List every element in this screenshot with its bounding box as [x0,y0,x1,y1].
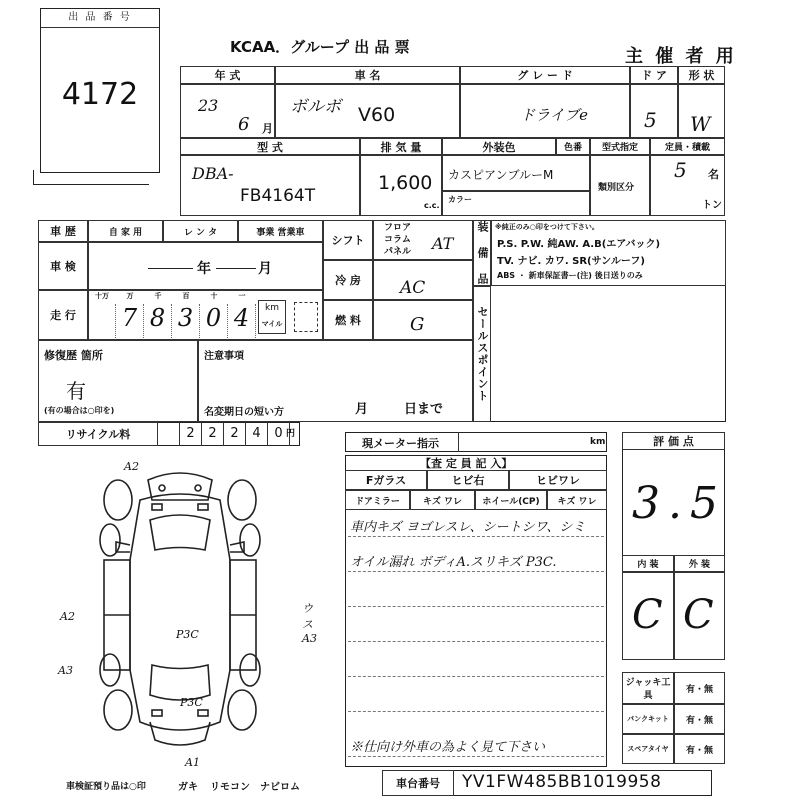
spare-label: スペアタイヤ [622,734,674,764]
inspector-header: 【査 定 員 記 入】 [420,457,513,470]
comment-rule [348,536,604,537]
score-label: 評 価 点 [622,432,725,450]
equipment-line-2: TV. ナビ. カワ. SR(サンルーフ) [497,256,645,267]
exterior-score: C [683,592,714,638]
lot-bracket [33,170,149,185]
mark-p3c-body: P3C [176,628,199,641]
fglass-label: Fガラス [345,470,427,490]
comment-rule [348,756,604,757]
shaken-label: 車 検 [38,242,88,290]
deadline-month: 月 [355,402,369,417]
repair-label: 修復歴 箇所 [44,349,103,362]
mark-a3-left: A3 [58,664,73,677]
shaken-month-unit: 月 [258,261,272,277]
shaken-year-unit: 年 [197,261,211,277]
capacity-unit: 名 [708,168,719,181]
mileage-unit-label: 万 [126,292,134,300]
aircon-label: 冷 房 [323,260,373,300]
displacement-label: 排 気 量 [360,138,442,155]
lot-number-box [40,8,160,173]
organizer-copy-label: 主 催 者 用 [625,46,737,67]
shift-floor: フロア [384,223,412,233]
wheel-value: キズ ワレ [547,490,607,510]
mileage-unit-label: 十万 [95,292,109,300]
grade-value: ドライブe [520,106,588,124]
type-label: 型 式 [180,138,360,155]
equipment-line-3: ABS ・ 新車保証書ー(注) 後日送りのみ [497,271,643,280]
mileage-digit: 3 [172,304,200,338]
fuel-value: G [410,314,425,335]
door-label: ド ア [630,66,678,84]
puncture-yesno: 有・無 [674,704,725,734]
color-number-label: 色番 [556,138,590,155]
mark-a2-top: A2 [124,460,139,473]
lot-number-label: 出 品 番 号 [41,9,159,28]
recycle-digit: 4 [246,422,268,446]
recycle-digit: 2 [180,422,202,446]
comment-line: 車内キズ ヨゴレスレ、シートシワ、シミ [350,520,586,535]
mileage-digit: 7 [116,304,144,338]
equipment-note: ※純正のみ○印をつけて下さい。 [495,223,599,231]
interior-label: 内 装 [622,555,674,572]
puncture-label: パンクキット [622,704,674,734]
month-unit: 月 [262,122,273,135]
mileage-digit: 4 [228,304,256,338]
type-designation-label: 型式指定 [590,138,650,155]
fglass-value-1: ヒビ右 [427,470,509,490]
ext-color-value: カスピアンブルーM [448,168,554,182]
recycle-digit: 0 [268,422,290,446]
mirror-value: キズ ワレ [410,490,475,510]
aircon-value: AC [400,278,426,298]
fglass-value-2: ヒビワレ [509,470,607,490]
mileage-label: 走 行 [38,290,88,340]
capacity-label: 定員・積載 [650,138,725,155]
mark-p3c-rear: P3C [180,696,203,709]
body-value: W [690,112,711,136]
year-cell [180,84,275,138]
shift-value: AT [432,234,454,253]
mileage-digit: 8 [144,304,172,338]
spare-yesno: 有・無 [674,734,725,764]
interior-score: C [632,592,663,638]
jack-label: ジャッキ工具 [622,672,674,704]
meter-unit: km [590,437,606,447]
shift-column: コラム [384,235,411,245]
ton-unit: トン [702,200,722,211]
mark-a2-left: A2 [60,610,75,623]
year-label: 年 式 [180,66,275,84]
year-value: 23 [198,96,219,115]
usage-private: 自 家 用 [88,220,163,242]
recycle-digit: 2 [202,422,224,446]
comment-line: ※仕向け外車の為よく見て下さい [350,740,546,755]
mileage-unit-label: 千 [154,292,162,300]
fuel-label: 燃 料 [323,300,373,340]
comment-rule [348,676,604,677]
cc-unit: c.c. [424,201,440,210]
equipment-label: 装 備 品 [473,220,491,286]
deadline-day: 日まで [404,402,444,417]
mileage-unit-label: 十 [210,292,218,300]
body-label: 形 状 [678,66,725,84]
comment-line: オイル漏れ ボディA.スリキズ P3C. [350,555,557,570]
displacement-value: 1,600 [378,172,433,194]
meter-divider [458,432,459,452]
type-prefix: DBA- [192,164,234,183]
repair-value: 有 [66,379,86,403]
comment-rule [348,606,604,607]
recycle-digit: 2 [224,422,246,446]
make-label: 車 名 [275,66,460,84]
score-value: 3.5 [632,478,726,529]
usage-label: 車 歴 [38,220,88,242]
shift-label: シフト [323,220,373,260]
lot-number: 4172 [61,77,139,112]
car-damage-diagram [80,460,320,765]
footer-key: ガキ [178,782,198,793]
chassis-number: YV1FW485BB1019958 [462,772,662,792]
footer-text: 車検証預り品は○印 [66,782,146,792]
footer-remote: リモコン [210,782,250,793]
repair-note: (有の場合は○印を) [44,406,115,415]
month-value: 6 [238,114,250,135]
footer-navi: ナビロム [260,782,300,793]
notes-label: 注意事項 [204,351,244,362]
mileage-km-box [258,300,286,334]
recycle-label: リサイクル料 [38,422,158,446]
wheel-label: ホイール(CP) [475,490,547,510]
mark-a1: A1 [185,756,200,769]
shaken-dash-2 [216,268,256,269]
equipment-line-1: P.S. P.W. 純AW. A.B(エアバック) [497,239,661,250]
jack-yesno: 有・無 [674,672,725,704]
mirror-label: ドアミラー [345,490,410,510]
recycle-digit [158,422,180,446]
meter-label: 現メーター指示 [362,437,439,450]
mark-a3-right: ウス A3 [302,602,317,645]
class-sub-label: 類別区分 [598,183,635,193]
comment-rule [348,641,604,642]
mile-checkbox[interactable] [294,302,318,332]
usage-business: 事業 営業車 [238,220,323,242]
mile-label: マイル [261,320,283,328]
comment-rule [348,711,604,712]
sales-point-label: セールスポイント [473,286,491,422]
ext-color-label: 外装色 [442,138,556,155]
deadline-label: 名変期日の短い方 [204,407,284,418]
recycle-unit: 円 [286,429,296,439]
shift-panel: パネル [384,247,412,257]
model-value: V60 [358,104,396,126]
exterior-label: 外 装 [674,555,725,572]
usage-rental: レ ン タ [163,220,238,242]
door-value: 5 [644,108,657,132]
color-sub-label: カラー [448,195,472,204]
comment-rule [348,571,604,572]
type-value: FB4164T [240,186,316,206]
mileage-digit [88,304,116,338]
mileage-unit-label: 百 [182,292,190,300]
shaken-dash-1 [148,268,193,269]
capacity-value: 5 [674,158,687,182]
km-label: km [265,303,279,313]
chassis-label: 車台番号 [382,770,454,796]
mileage-unit-label: 一 [238,292,246,300]
mileage-digit: 0 [200,304,228,338]
form-title: KCAA．グループ 出 品 票 [230,38,410,56]
grade-label: グ レ ー ド [460,66,630,84]
make-value: ボルボ [290,97,341,117]
